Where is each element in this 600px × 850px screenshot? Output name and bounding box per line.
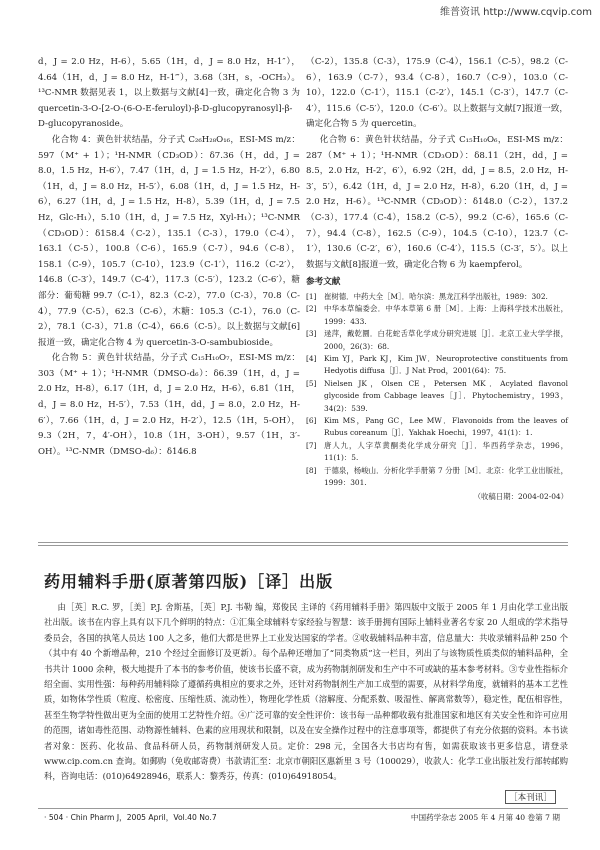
right-column: [306, 55, 568, 505]
reference-item: [3] 逯萍，戴乾圜．白花蛇舌草化学成分研究进展［J］．北京工业大学学报，2000，26(3)：68.: [306, 329, 568, 351]
references-title: 参考文献: [306, 277, 341, 288]
journal-news-tag: ［本刊讯］: [505, 790, 556, 804]
section-divider: [38, 545, 568, 546]
reference-item: [8] 于德泉，杨峻山．分析化学手册第 7 分册［M］．北京：化学工业出版社，1999：301.: [306, 465, 568, 487]
reference-item: [7] 唐人九，人字草黄酮类化学成分研究［J］．华西药学杂志，1996，11(1)：5.: [306, 440, 568, 463]
watermark: 维普资讯 http://www.cqvip.com: [439, 7, 592, 18]
book-announcement-body: 由［英］R.C. 罗，［美］P.J. 舍斯基，［英］P.J. 韦勒 编，郑俊民 主译的《药用辅料手册》第四版中文版于 2005 年 1 月由化学工业出版社出版。该书在内容上具有以下几个鲜明的特点：①汇集全球辅料专家经验与智慧：该手册拥有国际上辅料业著名专家 20 人组成的学术指导委员会，各国的执笔人员达 100 人之多，他们大都是世界上工业发达国家的学者。②收载辅料品种丰富，信息量大：共收录辅料品种 250 个（其中有 40 个新增品种，210 个经过全面修订及更新）。每个品种还增加了“同类物质”这一栏目，列出了与该物质性质类似的辅料品种，全书共计 1000 余种，极大地提升了本书的参考价值，使该书长盛不衰，成为药物制剂研发和生产中不可或缺的基本参考材料。③专业性指标介绍全面、实用性强：每种药用辅料除了遵循药典相应的要求之外，还针对药物制剂生产加工成型的需要，从材料学角度，就辅料的基本工艺性质，如物体学性质（粒度、松密度、压缩性质、流动性），物理化学性质（溶解度、分配系数、吸湿性、解离常数等），稳定性，配伍相容性，甚至生物学特性做出更为全面的使用工艺特性介绍。④广泛可靠的安全性评价：该书每一品种都收载有批准国家和地区有关安全性和许可应用的范围，诸如毒性范围、动物源性辅料、色素的应用现状和限制，以及在安全操作过程中的注意事项等，都提供了有充分依据的资料。本书读者对象：医药、化妆品、食品科研人员，药物制剂研发人员。定价：298 元，全国各大书店均有售，如需获取该书更多信息，请登录 www.cip.com.cn 查询。如郵购（免收邮寄费）书款请汇至：北京市朝阳区惠新里 3 号（100029），收款人：化学工业出版社发行部转邮购科，咨询电话：(010)64928946，联系人：黎秀芬，传真：(010)64918054。: [44, 602, 568, 782]
references-list: [306, 291, 568, 490]
reference-item: [4] Kim YJ，Park KJ，Kim JW．Neuroprotective constituents from Hedyotis diffusa［J］．J Nat Prod，2001(64)：75.: [306, 353, 568, 376]
paragraph-compound3: d，J = 2.0 Hz，H-6），5.65（1H，d，J = 8.0 Hz，H-1″），4.64（1H，d，J = 8.0 Hz，H-1‴），3.68（3H，s，-OCH₃）。¹³C-NMR 数据见表 1，以上数据与文献[4]一致，确定化合物 3 为 quercetin-3-O-[2-O-(6-O-E-feruloyl)-β-D-glucopyranosyl]-β-D-glucopyranoside。: [38, 57, 300, 130]
footer-divider: [38, 808, 568, 809]
reference-item: [5] Nielsen JK，Olsen CE，Petersen MK．Acylated flavonol glycoside from Cabbage leaves［J］．Phytochemistry，1993，34(2)：539.: [306, 378, 568, 413]
page-footer: [44, 812, 560, 823]
paragraph-compound5: 化合物 5：黄色针状结晶，分子式 C₁₅H₁₀O₇，ESI-MS m/z：303（M⁺ + 1）；¹H-NMR（DMSO-d₆）：δ6.39（1H，d，J = 2.0 Hz，H-8），6.17（1H，d，J = 2.0 Hz，H-6），6.81（1H，d，J = 8.0 Hz，H-5′），7.53（1H，dd，J = 8.0，2.0 Hz，H-6′），7.66（1H，d，J = 2.0 Hz，H-2′），12.5（1H，5-OH），9.3（2H，7，4′-OH），10.8（1H，3-OH），9.57（1H，3′-OH）。¹³C-NMR（DMSO-d₆）：δ146.8: [38, 353, 300, 457]
book-announcement-title: 药用辅料手册(原著第四版)［译］出版: [44, 572, 334, 591]
paragraph-compound6: 化合物 6：黄色针状结晶，分子式 C₁₅H₁₀O₆，ESI-MS m/z：287（M⁺ + 1）；¹H-NMR（CD₃OD）：δ8.11（2H，dd，J = 8.5，2.0 Hz，H-2′，6′），6.92（2H，dd，J = 8.5，2.0 Hz，H-3′，5′），6.42（1H，d，J = 2.0 Hz，H-8），6.20（1H，d，J = 2.0 Hz，H-6）。¹³C-NMR（CD₃OD）：δ148.0（C-2），137.2（C-3），177.4（C-4），158.2（C-5），99.2（C-6），165.6（C-7），94.4（C-8），162.5（C-9），104.5（C-10），123.7（C-1′），130.6（C-2′，6′），160.6（C-4′），115.5（C-3′，5′）。以上数据与文献[8]报道一致，确定化合物 6 为 kaempferol。: [306, 134, 568, 270]
left-column: [38, 55, 300, 460]
reference-item: [2] 中华本草编委会．中华本草第 6 册［M］．上海：上海科学技术出版社，1999：433.: [306, 304, 568, 326]
reference-item: [6] Kim MS，Pang GC，Lee MW．Flavonoids from the leaves of Rubus coreanum［J］．Yakhak Hoechi，1997，41(1)：1.: [306, 415, 568, 438]
paragraph-compound4: 化合物 4：黄色针状结晶，分子式 C₂₆H₂₈O₁₆，ESI-MS m/z：597（M⁺ + 1）；¹H-NMR（CD₃OD）：δ7.36（H，dd，J = 8.0，1.5 Hz，H-6′），7.47（1H，d，J = 1.5 Hz，H-2′），6.80（1H，d，J = 8.0 Hz，H-5′），6.08（1H，d，J = 1.5 Hz，H-6），6.27（1H，d，J = 1.5 Hz，H-8），5.39（1H，d，J = 7.5 Hz，Glc-H₁），5.10（1H，d，J = 7.5 Hz，Xyl-H₁）；¹³C-NMR（CD₃OD）：δ158.4（C-2），135.1（C-3），179.0（C-4），163.1（C-5），100.8（C-6），165.9（C-7），94.6（C-8），158.1（C-9），105.7（C-10），123.9（C-1′），116.2（C-2′），146.8（C-3′），149.7（C-4′），117.3（C-5′），123.2（C-6′），糖部分：葡萄糖 99.7（C-1），82.3（C-2），77.0（C-3），70.8（C-4），77.9（C-5），62.3（C-6），木糖：105.3（C-1），76.0（C-2），78.1（C-3），71.8（C-4），66.6（C-5）。以上数据与文献[6]报道一致，确定化合物 4 为 quercetin-3-O-sambubioside。: [38, 134, 300, 348]
footer-right: 中国药学杂志 2005 年 4 月第 40 卷第 7 期: [410, 813, 560, 822]
paragraph-compound5-cont: （C-2），135.8（C-3），175.9（C-4），156.1（C-5），98.2（C-6），163.9（C-7），93.4（C-8），160.7（C-9），103.0（C-10），122.0（C-1′），115.1（C-2′），145.1（C-3′），147.7（C-4′），115.6（C-5′），120.0（C-6′）。以上数据与文献[7]报道一致，确定化合物 5 为 quercetin。: [306, 57, 568, 130]
footer-left: · 504 · Chin Pharm J，2005 April，Vol.40 No.7: [44, 813, 217, 822]
received-date: （收稿日期：2004-02-04）: [473, 492, 568, 502]
section-divider: [38, 542, 568, 543]
reference-item: [1] 崔树德．中药大全［M］．哈尔滨：黑龙江科学出版社，1989：302.: [306, 291, 548, 301]
